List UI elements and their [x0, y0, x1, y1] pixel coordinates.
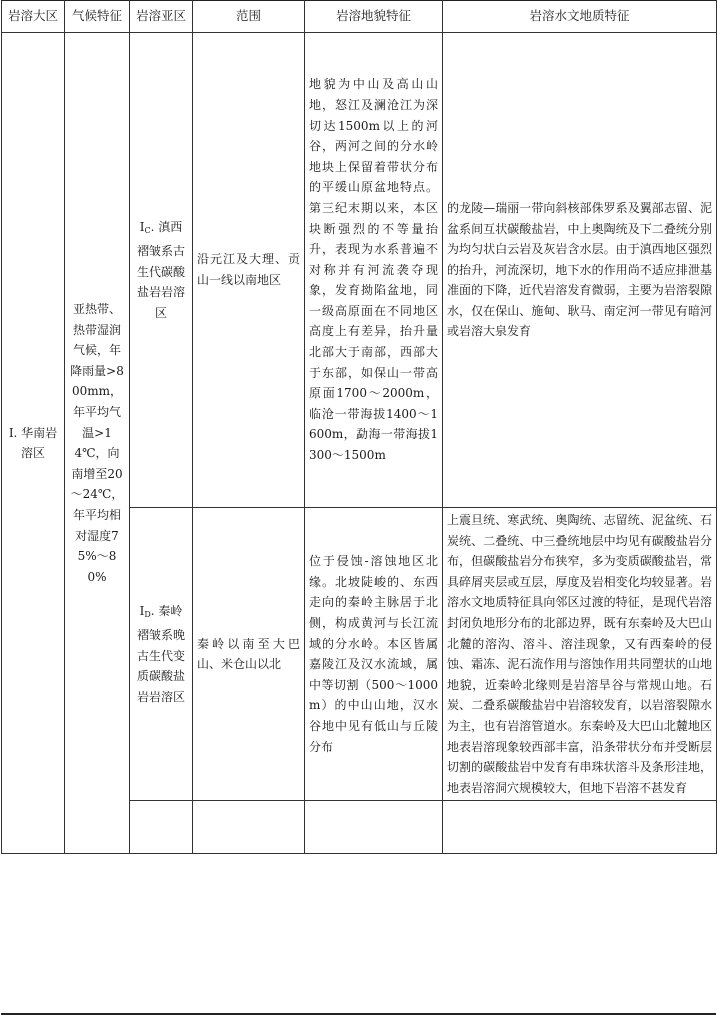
header-hydrogeology: 岩溶水文地质特征	[443, 1, 717, 33]
subregion-ic-name: . 滇西褶皱系古生代碳酸盐岩岩溶区	[136, 219, 185, 320]
subregion-ic-range: 沿元江及大理、贡山一线以南地区	[197, 252, 300, 287]
subregion-ic-hydrogeology: 的龙陵—瑞丽一带向斜核部侏罗系及翼部志留、泥盆系间互状碳酸盐岩，中上奥陶统及下二叠统分别为均匀状白云岩及灰岩含水层。由于滇西地区强烈的抬升，河流深切，地下水的作用尚不适应排泄基准面的下降，近代岩溶发育微弱，主要为岩溶裂隙水，仅在保山、施甸、耿马、南定河一带见有暗河或岩溶大泉发育	[447, 200, 712, 339]
subregion-id-name-cell	[130, 508, 193, 801]
blank-cell-hydrogeology	[443, 801, 717, 854]
subregion-id-hydrogeology: 上震旦统、寒武统、奥陶统、志留统、泥盆统、石炭统、二叠统、中三叠统地层中均见有碳酸盐岩分布，但碳酸盐岩分布狭窄，多为变质碳酸盐岩，常具碎屑夹层或互层，厚度及岩相变化均较显著。岩溶水文地质特征具向邻区过渡的特征，是现代岩溶封闭负地形分布的北部边界，既有东秦岭及大巴山北麓的溶沟、溶斗、溶洼现象，又有西秦岭的侵蚀、霜冻、泥石流作用与溶蚀作用共同塑状的山地地貌，近秦岭北缘则是岩溶旱谷与常规山地。石炭、二叠系碳酸盐岩中岩溶较发育，以岩溶裂隙水为主，也有岩溶管道水。东秦岭及大巴山北麓地区地表岩溶现象较西部丰富，沿条带状分布并受断层切割的碳酸盐岩中发育有串珠状溶斗及条形洼地，地表岩溶洞穴规模较大，但地下岩溶不甚发育	[447, 513, 712, 795]
subregion-ic-landform: 地貌为中山及高山山地，怒江及澜沧江为深切达1500m以上的河谷，两河之间的分水岭地块上保留着带状分布的平缓山原盆地特点。第三纪末期以来，本区块断强烈的不等量抬升，表现为水系普遍不对称并有河流袭夺现象，发育拗陷盆地，同一级高原面在不同地区高度上有差异，抬升量北部大于南部，西部大于东部，如保山一带高原面1700～2000m，临沧一带海拔1400～1600m，勐海一带海拔1300～1500m	[309, 77, 438, 463]
blank-cell-landform	[305, 801, 443, 854]
climate-cell	[65, 33, 130, 854]
header-karst-region: 岩溶大区	[2, 1, 65, 33]
subregion-ic-range-cell	[193, 33, 305, 508]
subregion-id-name: . 秦岭褶皱系晚古生代变质碳酸盐岩岩溶区	[136, 603, 185, 705]
header-climate: 气候特征	[65, 1, 130, 33]
header-range: 范围	[193, 1, 305, 33]
table-bottom-rule	[1, 1013, 716, 1015]
subregion-ic-hydrogeology-cell	[443, 33, 717, 508]
subregion-ic-landform-cell	[305, 33, 443, 508]
subregion-ic-name-cell	[130, 33, 193, 508]
region-name: Ⅰ. 华南岩溶区	[8, 425, 58, 461]
header-karst-subregion: 岩溶亚区	[130, 1, 193, 33]
blank-cell-subregion	[130, 801, 193, 854]
header-row	[2, 1, 717, 33]
subregion-ic-code: ⅠC	[139, 219, 151, 235]
header-landform: 岩溶地貌特征	[305, 1, 443, 33]
subregion-id-landform: 位于侵蚀-溶蚀地区北缘。北坡陡峻的、东西走向的秦岭主脉居于北侧，构成黄河与长江流域的分水岭。本区皆属嘉陵江及汉水流域，属中等切割（500～1000m）的中山山地，汉水谷地中见有低山与丘陵分布	[309, 554, 438, 754]
table-row-subregion-ic	[2, 33, 717, 508]
blank-cell-range	[193, 801, 305, 854]
subregion-id-hydrogeology-cell	[443, 508, 717, 801]
region-name-cell	[2, 33, 65, 854]
subregion-id-landform-cell	[305, 508, 443, 801]
subregion-id-code: ⅠD	[139, 603, 151, 619]
climate-text: 亚热带、热带湿润气候，年降雨量>800mm，年平均气温>14℃，向南增至20～24℃，年平均相对湿度75%～80%	[70, 302, 124, 584]
subregion-id-range-cell	[193, 508, 305, 801]
subregion-id-range: 秦岭以南至大巴山、米仓山以北	[197, 636, 300, 672]
karst-zoning-table	[1, 0, 717, 854]
